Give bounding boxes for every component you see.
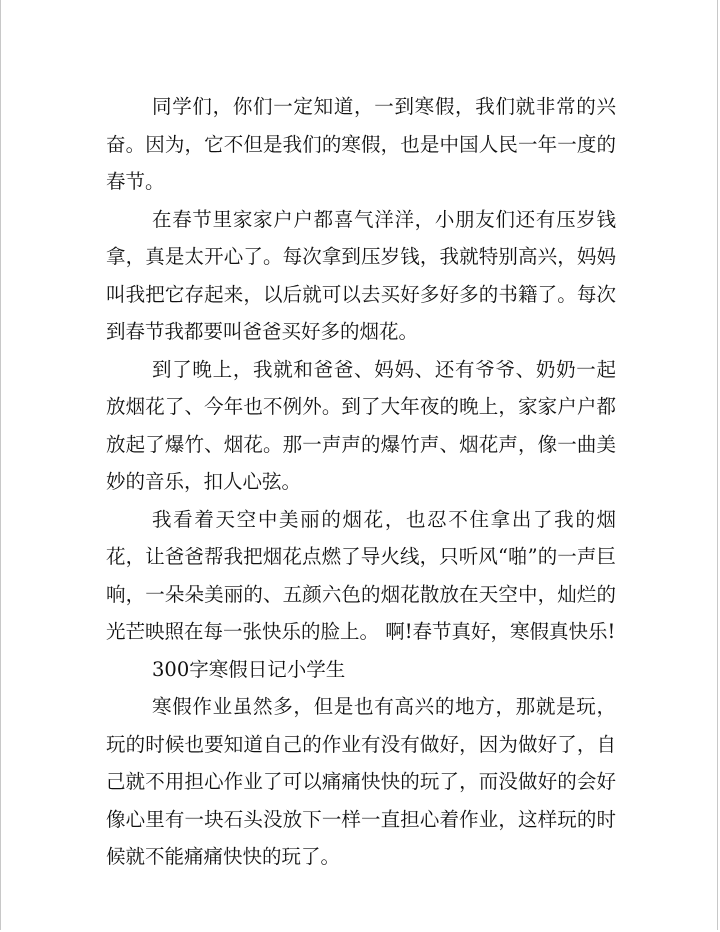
paragraph-2: 在春节里家家户户都喜气洋洋，小朋友们还有压岁钱拿，真是太开心了。每次拿到压岁钱，我就特别高兴，妈妈叫我把它存起来，以后就可以去买好多好多的书籍了。每次到春节我都要叫爸爸买好多的烟花。 — [106, 207, 616, 343]
paragraph-4: 我看着天空中美丽的烟花，也忍不住拿出了我的烟花，让爸爸帮我把烟花点燃了导火线，只听风“啪”的一声巨响，一朵朵美丽的、五颜六色的烟花散放在天空中，灿烂的光芒映照在每一张快乐的脸上。 啊!春节真好，寒假真快乐! — [106, 507, 616, 643]
document-body — [106, 88, 616, 876]
paragraph-1: 同学们，你们一定知道，一到寒假，我们就非常的兴奋。因为，它不但是我们的寒假，也是中国人民一年一度的春节。 — [106, 95, 616, 193]
section-paragraph-1: 寒假作业虽然多，但是也有高兴的地方，那就是玩，玩的时候也要知道自己的作业有没有做好，因为做好了，自己就不用担心作业了可以痛痛快快的玩了，而没做好的会好像心里有一块石头没放下一样一直担心着作业，这样玩的时候就不能痛痛快快的玩了。 — [106, 695, 616, 868]
paragraph-3: 到了晚上，我就和爸爸、妈妈、还有爷爷、奶奶一起放烟花了、今年也不例外。到了大年夜的晚上，家家户户都放起了爆竹、烟花。那一声声的爆竹声、烟花声，像一曲美妙的音乐，扣人心弦。 — [106, 357, 616, 493]
section-title: 300字寒假日记小学生 — [152, 657, 346, 681]
